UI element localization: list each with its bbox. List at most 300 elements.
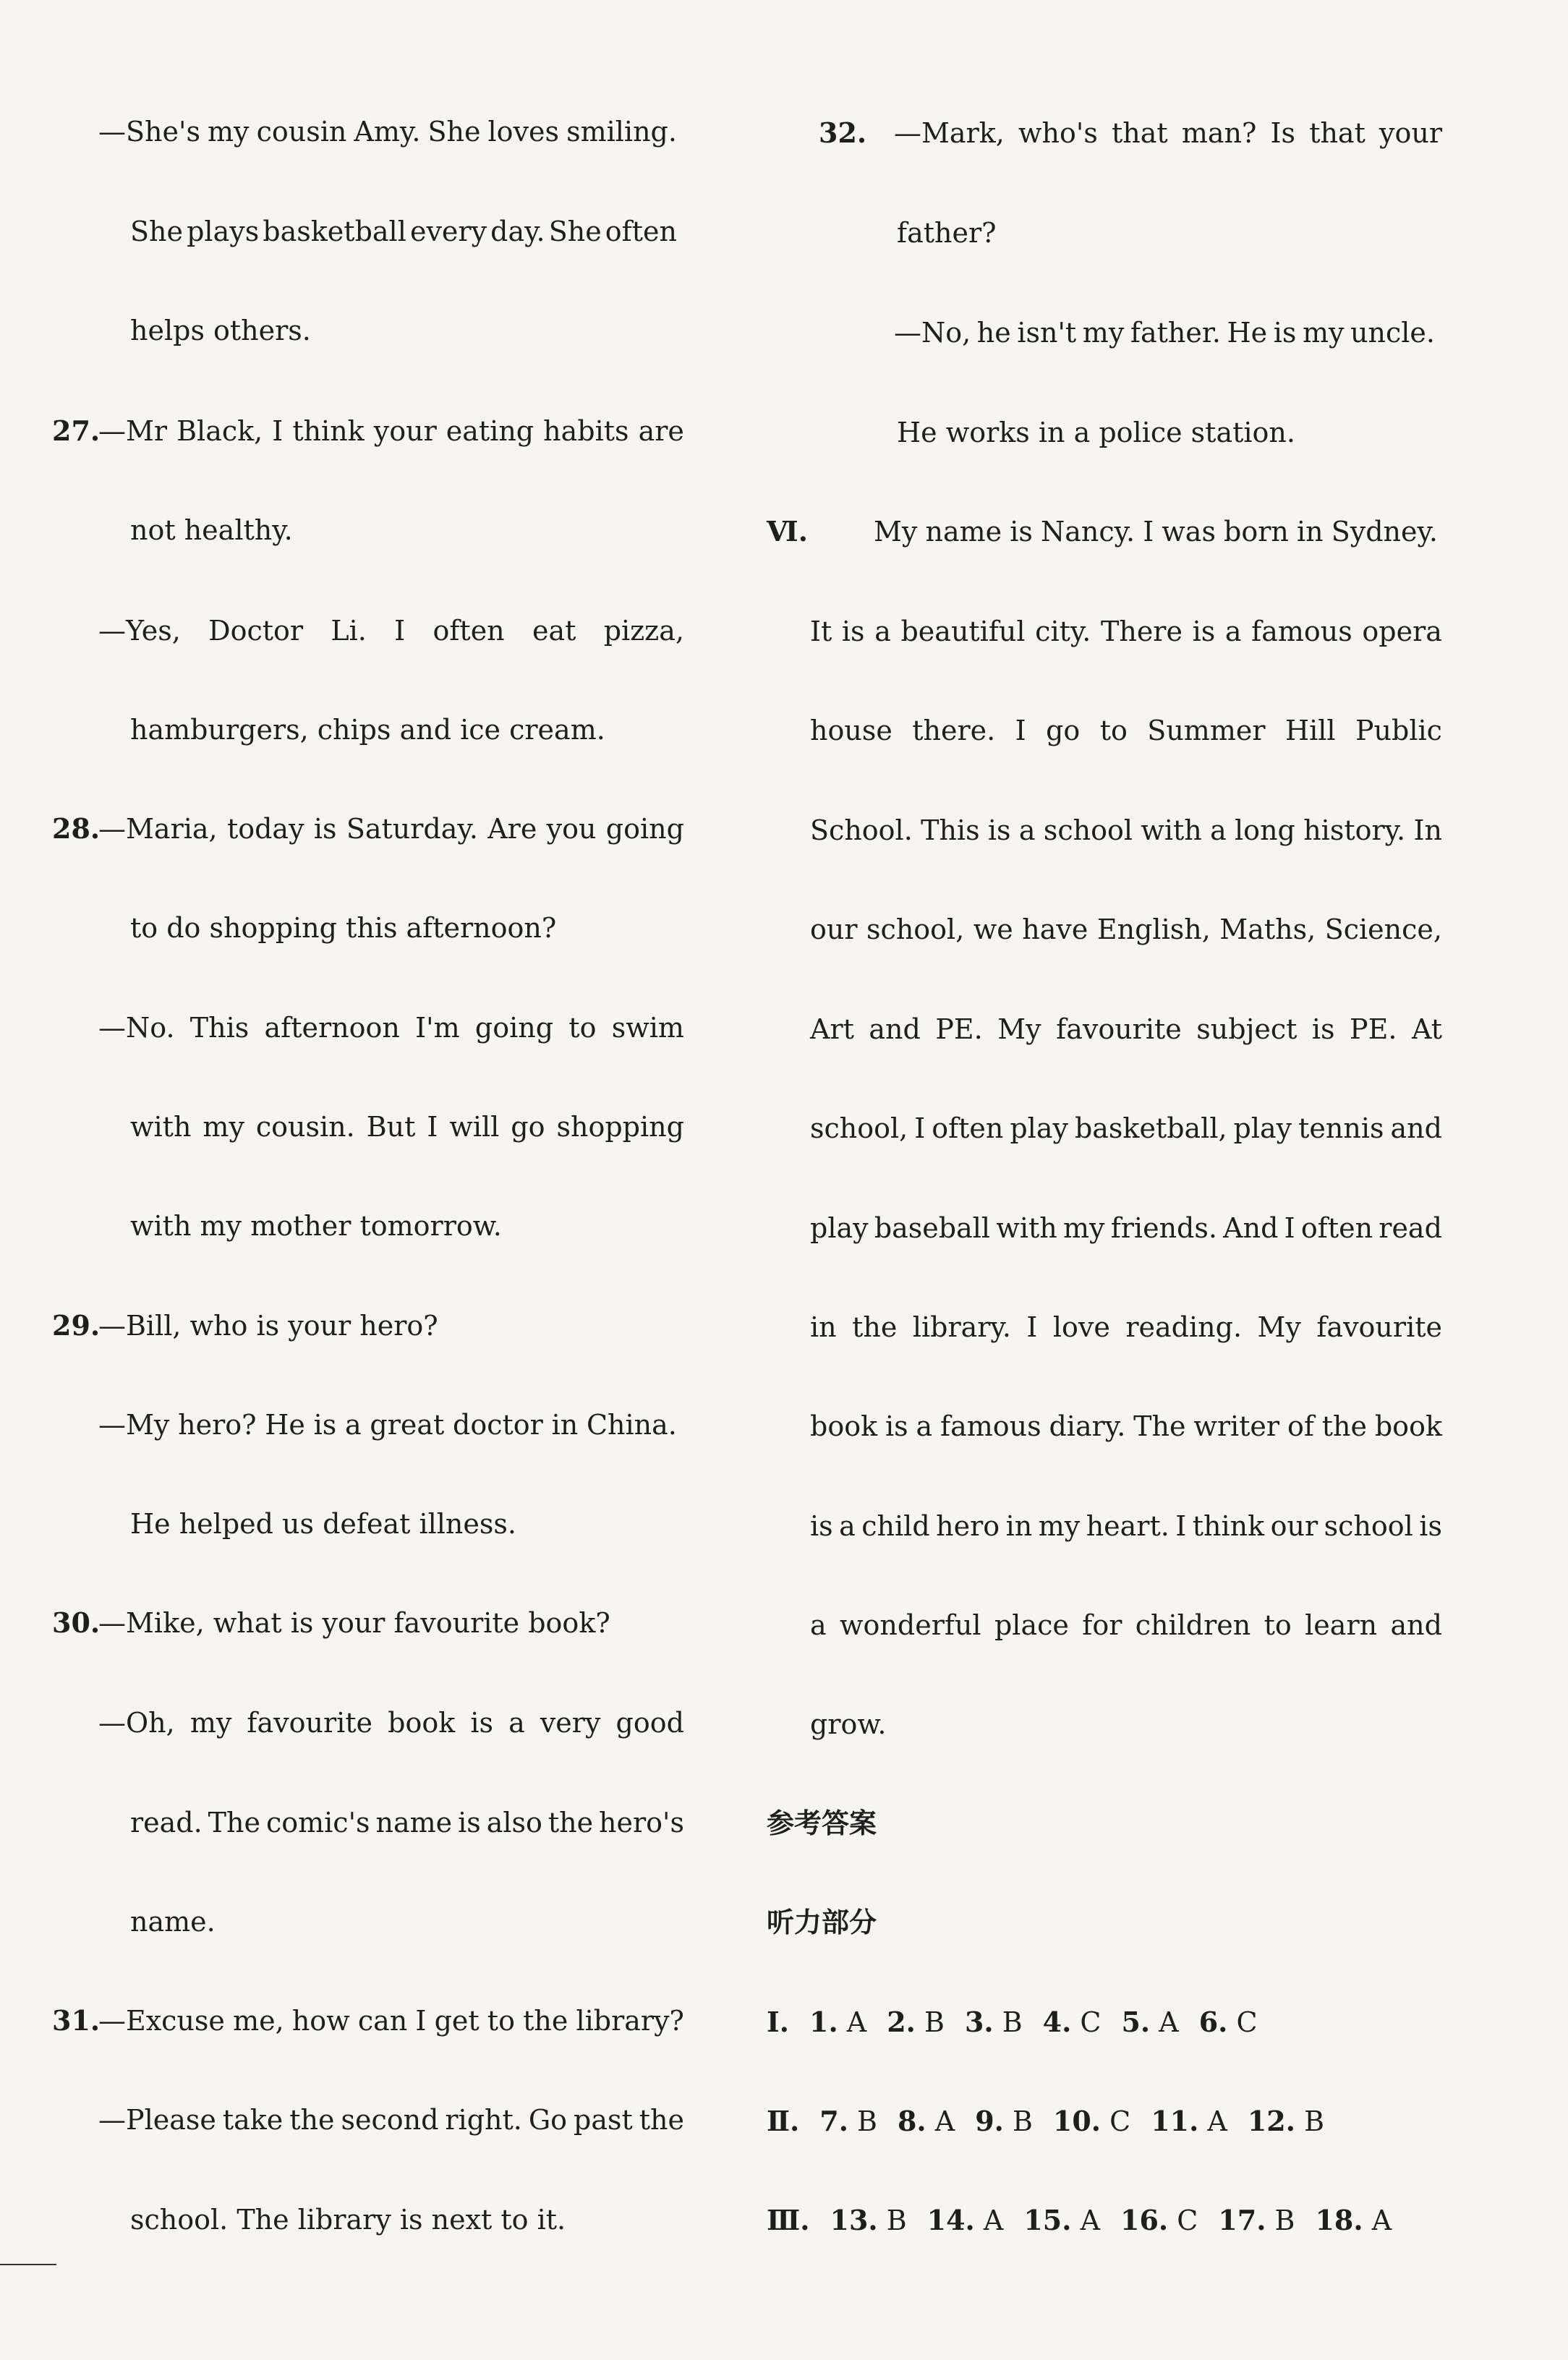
word: —Mr (98, 415, 168, 447)
word: school (1324, 1510, 1413, 1542)
word: I (394, 615, 406, 647)
word: often (605, 216, 677, 247)
word: with (996, 1212, 1057, 1244)
q32-line-2: father? (897, 217, 997, 249)
s6-line-7 (810, 1111, 1442, 1146)
word: There (1101, 615, 1183, 647)
word: diary. (1049, 1410, 1126, 1442)
section-6-number: Ⅵ. (767, 515, 808, 548)
word: He (265, 1409, 305, 1441)
word: —She's (98, 116, 200, 148)
word: I (1143, 516, 1154, 548)
q29-line-1: —Bill, who is your hero? (98, 1310, 438, 1342)
word: basketball (263, 216, 406, 247)
word: your (1379, 117, 1442, 149)
word: School. (810, 814, 913, 846)
answer-num: 15. (1023, 2204, 1072, 2236)
word: think (292, 415, 365, 447)
answer-row-2 (767, 2104, 1345, 2139)
word: —No, (894, 317, 971, 349)
word: Is (1270, 117, 1296, 149)
word: name (375, 1807, 453, 1839)
word: eat (532, 615, 576, 647)
s6-line-4 (810, 813, 1442, 848)
word: get (434, 2005, 480, 2037)
q31-number: 31. (52, 2004, 101, 2037)
word: school (1043, 814, 1133, 846)
s6-line-10 (810, 1409, 1442, 1444)
word: going (474, 1012, 554, 1044)
word: —Oh, (98, 1707, 175, 1739)
word: plays (187, 216, 260, 247)
word: that (1111, 117, 1168, 149)
answer-row-3-roman: Ⅲ. (767, 2204, 810, 2236)
word: my (1062, 1212, 1105, 1244)
word: Saturday. (346, 813, 478, 845)
word: is (810, 1510, 833, 1542)
word: —Yes, (98, 615, 181, 647)
word: heart. (1086, 1510, 1169, 1542)
word: basketball, (1074, 1112, 1227, 1144)
word: is (470, 1707, 493, 1739)
answer-num: 4. (1042, 2006, 1072, 2038)
word: the (289, 2104, 335, 2136)
word: hero (936, 1510, 1000, 1542)
word: child (861, 1510, 930, 1542)
word: China. (586, 1409, 677, 1441)
word: cousin. (255, 1111, 355, 1143)
word: he (976, 317, 1011, 349)
word: —Mark, (894, 117, 1005, 149)
word: My (874, 516, 918, 548)
word: Maths, (1219, 913, 1316, 945)
answer-letter: B (1012, 2105, 1033, 2137)
answer-num: 3. (964, 2006, 994, 2038)
word: doctor (453, 1409, 543, 1441)
q28-line-3 (98, 1010, 684, 1045)
answer-num: 2. (887, 2006, 916, 2038)
word: my (189, 1707, 232, 1739)
word: friends. (1110, 1212, 1217, 1244)
word: father. (1130, 317, 1221, 349)
word: Black, (176, 415, 263, 447)
word: comic's (265, 1807, 370, 1839)
word: a (916, 1410, 933, 1442)
word: my (208, 116, 250, 148)
q31-line-2 (98, 2103, 684, 2137)
word: today (226, 813, 304, 845)
word: library. (912, 1311, 1011, 1343)
word: school, (810, 1112, 908, 1144)
s6-line-9 (810, 1310, 1442, 1345)
word: is (1192, 615, 1216, 647)
word: think (1192, 1510, 1265, 1542)
word: She (130, 216, 183, 247)
word: I (1015, 715, 1026, 746)
word: hero? (178, 1409, 257, 1441)
word: read (1379, 1212, 1442, 1244)
word: Go (528, 2104, 568, 2136)
word: going (605, 813, 684, 845)
answer-num: 14. (926, 2204, 975, 2236)
word: is (841, 615, 865, 647)
word: a (839, 1510, 856, 1542)
word: to (1264, 1609, 1292, 1641)
answer-num: 12. (1247, 2105, 1295, 2137)
word: the (523, 2005, 568, 2037)
word: very (540, 1707, 601, 1739)
word: He (1227, 317, 1268, 349)
word: book (810, 1410, 878, 1442)
answer-num: 8. (897, 2105, 926, 2137)
answer-letter: C (1080, 2006, 1102, 2038)
s6-line-1 (874, 514, 1438, 549)
word: there. (912, 715, 996, 746)
q29-line-3: He helped us defeat illness. (130, 1508, 516, 1540)
word: who's (1018, 117, 1098, 149)
word: can (357, 2005, 408, 2037)
word: in (1296, 516, 1324, 548)
word: afternoon (264, 1012, 400, 1044)
answer-letter: B (924, 2006, 945, 2038)
word: swim (611, 1012, 684, 1044)
answer-row-2-roman: Ⅱ. (767, 2105, 800, 2137)
word: eating (446, 415, 534, 447)
q28-line-4 (130, 1109, 684, 1144)
word: have (1022, 913, 1088, 945)
q31-line-3: school. The library is next to it. (130, 2204, 566, 2236)
word: loves (487, 116, 560, 148)
word: Art (810, 1013, 854, 1045)
s6-line-3 (810, 713, 1442, 748)
word: I (1284, 1212, 1295, 1244)
answer-letter: A (846, 2006, 867, 2038)
q27-number: 27. (52, 414, 101, 447)
word: often (1300, 1212, 1373, 1244)
q32-line-4: He works in a police station. (897, 417, 1295, 448)
q29-number: 29. (52, 1309, 101, 1342)
answer-letter: B (1274, 2204, 1295, 2236)
answers-heading: 参考答案 (767, 1807, 877, 1839)
answer-letter: B (1304, 2105, 1325, 2137)
word: a (1018, 814, 1036, 846)
word: your (373, 415, 437, 447)
q26-line-1 (98, 114, 677, 149)
word: and (869, 1013, 921, 1045)
word: cousin (256, 116, 347, 148)
answer-letter: A (1159, 2006, 1179, 2038)
answer-num: 11. (1151, 2105, 1199, 2137)
answer-num: 9. (975, 2105, 1004, 2137)
word: English, (1096, 913, 1211, 945)
s6-line-13: grow. (810, 1708, 887, 1740)
answer-row-1 (767, 2005, 1278, 2040)
word: The (1133, 1410, 1186, 1442)
word: favourite (1056, 1013, 1182, 1045)
word: and (1390, 1609, 1442, 1641)
word: we (973, 913, 1013, 945)
word: Nancy. (1040, 516, 1135, 548)
word: —Please (98, 2104, 216, 2136)
word: —Maria, (98, 813, 218, 845)
word: to (1099, 715, 1128, 746)
word: favourite (1316, 1311, 1442, 1343)
word: will (449, 1111, 500, 1143)
word: baseball (874, 1212, 991, 1244)
word: She (427, 116, 481, 148)
word: read. (130, 1807, 203, 1839)
s6-line-11 (810, 1509, 1442, 1543)
answer-num: 17. (1218, 2204, 1266, 2236)
word: is (313, 1409, 337, 1441)
word: I'm (415, 1012, 460, 1044)
word: hero's (599, 1807, 684, 1839)
q32-line-3 (894, 315, 1435, 350)
word: library? (576, 2005, 684, 2037)
word: is (987, 814, 1011, 846)
word: the (639, 2104, 684, 2136)
word: a (810, 1609, 827, 1641)
answer-letter: A (1080, 2204, 1101, 2236)
answer-row-1-roman: Ⅰ. (767, 2006, 790, 2038)
q28-line-5: with my mother tomorrow. (130, 1210, 502, 1242)
word: our (1270, 1510, 1318, 1542)
word: a (345, 1409, 362, 1441)
word: PE. (935, 1013, 983, 1045)
word: often (433, 615, 505, 647)
word: is (1419, 1510, 1442, 1542)
word: isn't (1017, 317, 1077, 349)
word: my (1082, 317, 1125, 349)
answer-num: 1. (809, 2006, 838, 2038)
word: is (1311, 1013, 1335, 1045)
word: every (409, 216, 487, 247)
word: favourite (247, 1707, 373, 1739)
word: It (810, 615, 832, 647)
word: pizza, (603, 615, 684, 647)
word: day. (490, 216, 545, 247)
word: —Excuse (98, 2005, 225, 2037)
answer-letter: B (857, 2105, 877, 2137)
word: is (313, 813, 337, 845)
answer-row-3 (767, 2203, 1412, 2238)
answer-letter: A (983, 2204, 1004, 2236)
q27-line-2: not healthy. (130, 514, 293, 546)
word: long (1235, 814, 1295, 846)
word: book (1374, 1410, 1442, 1442)
word: my (1038, 1510, 1081, 1542)
s6-line-6 (810, 1012, 1442, 1047)
word: —No. (98, 1012, 175, 1044)
word: and (1390, 1112, 1442, 1144)
q28-number: 28. (52, 812, 101, 845)
s6-line-5 (810, 912, 1442, 947)
word: Li. (331, 615, 367, 647)
answer-letter: A (1207, 2105, 1227, 2137)
word: my (1302, 317, 1345, 349)
s6-line-8 (810, 1211, 1442, 1245)
word: I (1175, 1510, 1187, 1542)
word: past (574, 2104, 633, 2136)
word: to (568, 1012, 597, 1044)
word: second (341, 2104, 439, 2136)
word: our (810, 913, 858, 945)
word: me, (233, 2005, 284, 2037)
word: Summer (1147, 715, 1266, 746)
q32-number: 32. (819, 116, 867, 149)
word: great (370, 1409, 445, 1441)
footer-rule (0, 2264, 56, 2265)
word: children (1135, 1609, 1251, 1641)
word: history. (1303, 814, 1406, 846)
word: was (1162, 516, 1216, 548)
s6-line-12 (810, 1608, 1442, 1643)
q27-line-4: hamburgers, chips and ice cream. (130, 714, 605, 746)
word: Sydney. (1331, 516, 1438, 548)
word: reading. (1125, 1311, 1243, 1343)
answer-num: 7. (819, 2105, 848, 2137)
listening-heading: 听力部分 (767, 1907, 877, 1938)
answer-letter: A (1371, 2204, 1392, 2236)
word: how (291, 2005, 350, 2037)
word: are (638, 415, 684, 447)
word: I (415, 2005, 427, 2037)
word: opera (1362, 615, 1442, 647)
q30-number: 30. (52, 1606, 101, 1639)
answer-num: 6. (1198, 2006, 1228, 2038)
answer-num: 13. (830, 2204, 878, 2236)
word: play (1233, 1112, 1292, 1144)
word: tennis (1298, 1112, 1384, 1144)
word: play (1010, 1112, 1068, 1144)
answer-num: 5. (1121, 2006, 1151, 2038)
s6-line-2 (810, 614, 1442, 649)
word: Amy. (354, 116, 421, 148)
word: of (1287, 1410, 1314, 1442)
word: go (1046, 715, 1081, 746)
q30-line-3 (130, 1805, 684, 1840)
word: a (508, 1707, 525, 1739)
q28-line-1 (98, 811, 684, 846)
word: good (615, 1707, 684, 1739)
word: the (1321, 1410, 1367, 1442)
q29-line-2 (98, 1407, 677, 1442)
word: uncle. (1350, 317, 1435, 349)
word: man? (1181, 117, 1257, 149)
q27-line-3 (98, 613, 684, 648)
word: with (1141, 814, 1202, 846)
word: go (511, 1111, 545, 1143)
word: to (487, 2005, 515, 2037)
word: a (1224, 615, 1242, 647)
word: is (1273, 317, 1297, 349)
word: —My (98, 1409, 170, 1441)
word: in (551, 1409, 579, 1441)
answer-num: 18. (1315, 2204, 1363, 2236)
word: Science, (1324, 913, 1442, 945)
q31-line-1 (98, 2003, 684, 2038)
q27-line-1 (98, 414, 684, 448)
word: My (1257, 1311, 1301, 1343)
word: you (546, 813, 597, 845)
word: in (810, 1311, 837, 1343)
word: beautiful (900, 615, 1026, 647)
q26-line-3: helps others. (130, 315, 311, 346)
word: right. (445, 2104, 522, 2136)
q32-line-1 (894, 116, 1442, 150)
word: is (1010, 516, 1033, 548)
word: This (921, 814, 980, 846)
word: I (1026, 1311, 1038, 1343)
word: book (388, 1707, 456, 1739)
word: play (810, 1212, 869, 1244)
word: learn (1305, 1609, 1378, 1641)
answer-letter: A (934, 2105, 955, 2137)
word: And (1223, 1212, 1279, 1244)
word: love (1052, 1311, 1110, 1343)
word: shopping (556, 1111, 684, 1143)
q30-line-1: —Mike, what is your favourite book? (98, 1607, 610, 1639)
q26-line-2 (130, 214, 677, 249)
word: Doctor (208, 615, 304, 647)
word: She (548, 216, 602, 247)
word: also (486, 1807, 542, 1839)
word: Public (1355, 715, 1442, 746)
word: born (1224, 516, 1289, 548)
q30-line-2 (98, 1705, 684, 1740)
word: with (130, 1111, 192, 1143)
word: famous (940, 1410, 1041, 1442)
word: famous (1251, 615, 1352, 647)
word: is (885, 1410, 908, 1442)
word: is (458, 1807, 481, 1839)
word: Are (487, 813, 537, 845)
word: I (914, 1112, 926, 1144)
word: writer (1193, 1410, 1280, 1442)
q28-line-2: to do shopping this afternoon? (130, 912, 557, 944)
word: But (366, 1111, 416, 1143)
word: smiling. (566, 116, 677, 148)
word: for (1082, 1609, 1122, 1641)
word: This (189, 1012, 250, 1044)
word: The (208, 1807, 260, 1839)
word: subject (1196, 1013, 1298, 1045)
word: that (1309, 117, 1365, 149)
word: My (997, 1013, 1041, 1045)
word: In (1413, 814, 1442, 846)
q30-line-4: name. (130, 1906, 216, 1938)
answer-letter: B (1002, 2006, 1023, 2038)
word: in (1005, 1510, 1033, 1542)
answer-num: 16. (1120, 2204, 1169, 2236)
word: often (932, 1112, 1004, 1144)
answer-letter: C (1236, 2006, 1258, 2038)
word: I (272, 415, 284, 447)
word: Hill (1284, 715, 1336, 746)
word: take (222, 2104, 284, 2136)
answer-letter: C (1109, 2105, 1131, 2137)
word: place (994, 1609, 1069, 1641)
word: wonderful (840, 1609, 981, 1641)
word: my (203, 1111, 244, 1143)
word: the (852, 1311, 898, 1343)
word: PE. (1350, 1013, 1397, 1045)
answer-letter: C (1177, 2204, 1198, 2236)
word: I (427, 1111, 438, 1143)
word: school, (866, 913, 965, 945)
word: name (925, 516, 1002, 548)
answer-num: 10. (1052, 2105, 1102, 2137)
